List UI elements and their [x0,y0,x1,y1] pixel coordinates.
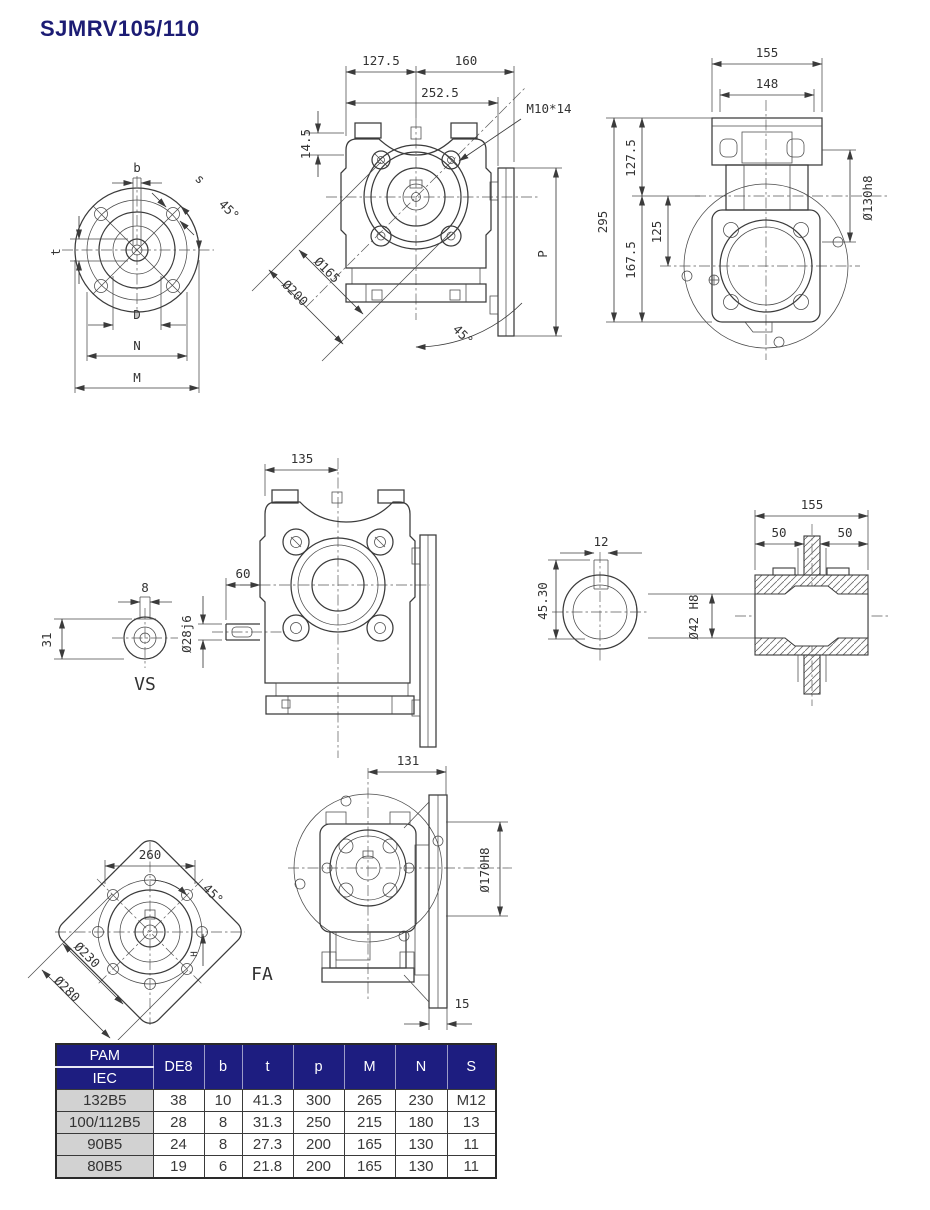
dim-label-h: H [190,951,200,957]
view-fa-flange [28,836,273,1040]
dim-label-252-5: 252.5 [421,85,459,100]
dim-label-d42h8: Ø42 H8 [686,594,701,640]
table-header-iec: IEC [56,1067,153,1090]
table-header-p: p [293,1044,344,1090]
view-hub-section [735,497,888,706]
dim-label-45: 45° [449,321,477,349]
dim-label-135: 135 [290,451,314,466]
view-pam-flange [48,160,242,393]
dim-label-8: 8 [141,580,149,595]
table-cell: 8 [204,1134,242,1156]
view-vs-front [179,451,436,758]
dim-label-155b: 155 [800,497,824,512]
dim-label-260: 260 [138,847,162,862]
table-cell: 31.3 [242,1112,293,1134]
table-header-m: M [344,1044,395,1090]
view-caption-vs: VS [134,674,156,695]
table-cell: 11 [447,1156,496,1179]
dim-label-d200: Ø200 [279,276,312,309]
dim-label-N: N [133,338,141,353]
dim-label-s: s [192,170,209,187]
dim-label-45: 45° [215,196,243,224]
table-cell: 265 [344,1090,395,1112]
dim-label-12: 12 [593,534,609,549]
table-cell: 165 [344,1156,395,1179]
dim-label-45-30: 45.30 [535,582,550,620]
table-cell: 215 [344,1112,395,1134]
dim-label-d165: Ø165 [311,253,344,286]
dim-label-155: 155 [755,45,779,60]
table-cell: 250 [293,1112,344,1134]
dim-label-31: 31 [39,632,54,648]
table-header-de8: DE8 [153,1044,204,1090]
dimension-table [55,1043,497,1179]
dim-label-148: 148 [755,76,779,91]
table-cell: 10 [204,1090,242,1112]
table-row [56,1134,496,1156]
table-cell: 165 [344,1134,395,1156]
dim-label-b: b [133,160,141,175]
dim-label-160: 160 [454,53,478,68]
dim-label-d170h8: Ø170H8 [477,847,492,893]
table-header-pam: PAM [56,1044,153,1067]
table-header-t: t [242,1044,293,1090]
table-cell: 13 [447,1112,496,1134]
table-header-s: S [447,1044,496,1090]
dim-label-50r: 50 [837,525,853,540]
table-cell: 200 [293,1156,344,1179]
view-vs-shaft-end [39,580,178,695]
table-cell: 19 [153,1156,204,1179]
dim-label-P: P [535,250,550,258]
table-cell: 130 [395,1134,447,1156]
row-label: 132B5 [56,1090,153,1112]
table-cell: 230 [395,1090,447,1112]
table-cell: 27.3 [242,1134,293,1156]
row-label: 90B5 [56,1134,153,1156]
dim-label-131: 131 [396,753,420,768]
table-cell: 300 [293,1090,344,1112]
table-row [56,1112,496,1134]
dim-label-d130h8: Ø130h8 [860,175,875,221]
table-cell: M12 [447,1090,496,1112]
dim-label-295: 295 [595,210,610,234]
dim-label-125: 125 [649,220,664,244]
dim-label-tap: M10*14 [526,101,572,116]
table-cell: 24 [153,1134,204,1156]
table-row [56,1090,496,1112]
dim-label-d230: Ø230 [71,938,104,971]
dim-label-d280: Ø280 [51,972,84,1005]
table-cell: 41.3 [242,1090,293,1112]
dim-label-167-5: 167.5 [623,241,638,279]
table-cell: 8 [204,1112,242,1134]
dim-label-M: M [133,370,141,385]
table-header-n: N [395,1044,447,1090]
view-side-top [595,45,888,360]
table-cell: 6 [204,1156,242,1179]
table-row [56,1156,496,1179]
dim-label-D: D [133,307,141,322]
table-cell: 38 [153,1090,204,1112]
dim-label-15: 15 [454,996,470,1011]
dim-label-45b: 45° [199,880,227,908]
table-header-b: b [204,1044,242,1090]
view-front-top [252,53,572,361]
table-cell: 11 [447,1134,496,1156]
table-cell: 180 [395,1112,447,1134]
table-cell: 200 [293,1134,344,1156]
dim-label-t: t [48,248,63,256]
dim-label-127-5b: 127.5 [623,139,638,177]
table-cell: 130 [395,1156,447,1179]
row-label: 80B5 [56,1156,153,1179]
table-cell: 28 [153,1112,204,1134]
dim-label-60: 60 [235,566,251,581]
dim-label-127-5: 127.5 [362,53,400,68]
view-fa-front [288,753,512,1030]
row-label: 100/112B5 [56,1112,153,1134]
dim-label-14-5: 14.5 [298,128,313,160]
view-bore-section [535,534,757,662]
view-caption-fa: FA [251,964,273,985]
page-title: SJMRV105/110 [40,16,200,41]
table-cell: 21.8 [242,1156,293,1179]
dim-label-50l: 50 [771,525,787,540]
dim-label-d28j6: Ø28j6 [179,615,194,653]
